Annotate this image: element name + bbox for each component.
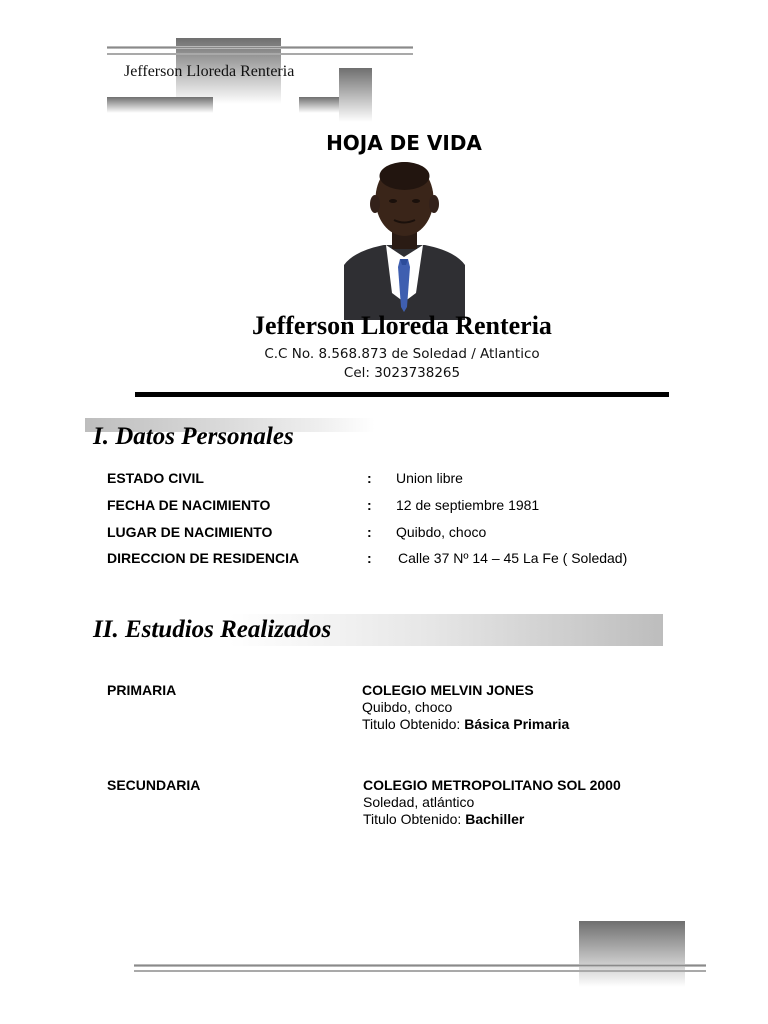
header-deco-block-left (107, 97, 213, 113)
colon: : (367, 470, 372, 486)
profile-name: Jefferson Lloreda Renteria (252, 311, 552, 340)
portrait-photo (344, 157, 465, 320)
header-deco-block-right (339, 68, 372, 122)
school-name: COLEGIO MELVIN JONES (362, 682, 534, 698)
degree-prefix: Titulo Obtenido: (362, 716, 461, 732)
header-line-top-2 (107, 53, 413, 55)
value-direccion-residencia: Calle 37 Nº 14 – 45 La Fe ( Soledad) (398, 550, 628, 566)
study-detail-primaria (362, 682, 569, 733)
degree-line (363, 811, 621, 828)
degree-value: Bachiller (465, 811, 525, 827)
divider-rule (135, 392, 669, 397)
degree-prefix: Titulo Obtenido: (363, 811, 462, 827)
label-lugar-nacimiento: LUGAR DE NACIMIENTO (107, 524, 273, 540)
colon: : (367, 497, 372, 513)
label-estado-civil: ESTADO CIVIL (107, 470, 204, 486)
header-deco-block-mid (299, 97, 339, 113)
colon: : (367, 550, 372, 566)
section-title-studies: II. Estudios Realizados (93, 616, 332, 643)
value-fecha-nacimiento: 12 de septiembre 1981 (396, 497, 540, 513)
school-place: Soledad, atlántico (363, 794, 475, 810)
profile-id: C.C No. 8.568.873 de Soledad / Atlantico (264, 346, 540, 362)
page-title: HOJA DE VIDA (326, 131, 482, 155)
section-title-personal: I. Datos Personales (93, 423, 294, 450)
school-place: Quibdo, choco (362, 699, 453, 715)
school-name: COLEGIO METROPOLITANO SOL 2000 (363, 777, 621, 793)
label-direccion-residencia: DIRECCION DE RESIDENCIA (107, 550, 300, 566)
header-name: Jefferson Lloreda Renteria (124, 63, 295, 80)
label-fecha-nacimiento: FECHA DE NACIMIENTO (107, 497, 271, 513)
study-level-secundaria: SECUNDARIA (107, 777, 201, 793)
degree-value: Básica Primaria (464, 716, 570, 732)
value-estado-civil: Union libre (396, 470, 463, 486)
header-line-top (107, 46, 413, 49)
profile-phone: Cel: 3023738265 (343, 365, 461, 381)
value-lugar-nacimiento: Quibdo, choco (396, 524, 487, 540)
degree-line (362, 716, 569, 733)
footer-line-1 (134, 964, 706, 967)
footer-line-2 (134, 970, 706, 972)
colon: : (367, 524, 372, 540)
study-detail-secundaria (363, 777, 621, 828)
study-level-primaria: PRIMARIA (107, 682, 177, 698)
footer-deco-block (579, 921, 685, 987)
portrait-photo-icon (344, 157, 465, 320)
